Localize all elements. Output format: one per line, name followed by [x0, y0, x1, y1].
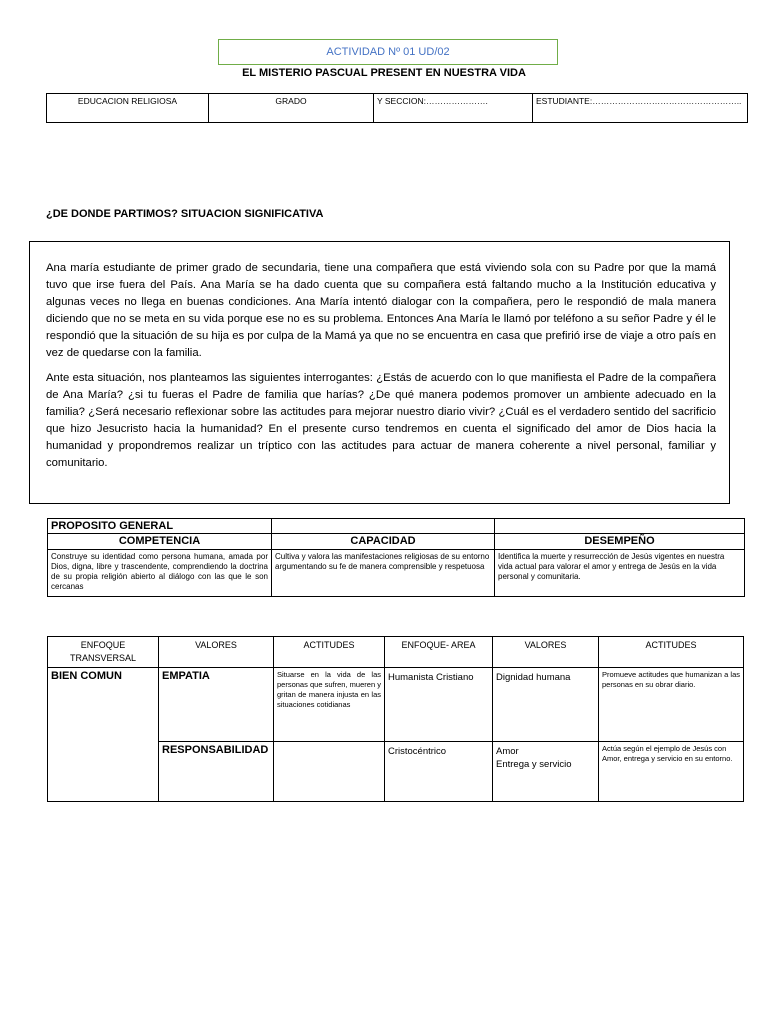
- info-table: [46, 93, 748, 123]
- empty-cell: [272, 519, 495, 534]
- situation-box: [29, 241, 730, 504]
- valor-cell: EMPATIA: [159, 668, 274, 742]
- valor-area-cell: [493, 742, 599, 802]
- competencia-header: COMPETENCIA: [48, 534, 272, 550]
- area-cell: EDUCACION RELIGIOSA: [47, 94, 209, 123]
- capacidad-text: Cultiva y valora las manifestaciones religiosas de su entorno argumentando su fe de manera comprensible y respetuosa: [272, 550, 495, 597]
- enfoque-transversal-header: ENFOQUE TRANSVERSAL: [48, 637, 159, 668]
- competencia-text: Construye su identidad como persona humana, amada por Dios, digna, libre y trascendente, comprendiendo la doctrina de su propia religión abierto al diálogo con las que le son cercanas: [48, 550, 272, 597]
- grado-cell: GRADO: [209, 94, 374, 123]
- table-row: [48, 668, 744, 742]
- actitud-cell: [274, 742, 385, 802]
- actitud-cell: Situarse en la vida de las personas que sufren, mueren y gritan de manera injusta en las situaciones cotidianas: [274, 668, 385, 742]
- enfoque-area-cell: Humanista Cristiano: [385, 668, 493, 742]
- estudiante-cell: ESTUDIANTE:……………………………………………..: [533, 94, 748, 123]
- situation-paragraph-1: Ana maría estudiante de primer grado de secundaria, tiene una compañera que está viviendo sola con su Padre por que la mamá tuvo que irse fuera del País. Ana María se ha dado cuenta que su compañera está faltando mucho a la Institución educativa y algunas veces no llega en buenas condiciones. Ana María intentó dialogar con la compañera, pero le respondió de mala manera diciendo que no se meta en su vida porque ese no es su problema. Entonces Ana María le llamó por teléfono a su señor Padre y él le respondió que la situación de su hija es por culpa de la Mamá ya que no se encuentra en casa que prefirió irse de viaje a otro país en vez de quedarse con la familia.: [46, 262, 716, 359]
- proposito-table: [47, 518, 745, 597]
- actitudes-header: ACTITUDES: [274, 637, 385, 668]
- valor-area-line-2: Entrega y servicio: [496, 759, 572, 770]
- valor-cell: RESPONSABILIDAD: [159, 742, 274, 802]
- info-row: [47, 94, 748, 123]
- enfoque-table: [47, 636, 744, 802]
- desempeno-text: Identifica la muerte y resurrección de Jesús vigentes en nuestra vida actual para valorar el amor y entrega de Jesús en la vida personal y comunitaria.: [495, 550, 745, 597]
- enfoque-transversal-cell: BIEN COMUN: [48, 668, 159, 802]
- section-heading: ¿DE DONDE PARTIMOS? SITUACION SIGNIFICATIVA: [46, 208, 324, 220]
- valor-area-line-1: Dignidad humana: [496, 672, 571, 683]
- capacidad-header: CAPACIDAD: [272, 534, 495, 550]
- empty-cell: [495, 519, 745, 534]
- actitud-area-cell: Promueve actitudes que humanizan a las personas en su obrar diario.: [599, 668, 744, 742]
- actitud-area-cell: Actúa según el ejemplo de Jesús con Amor, entrega y servicio en su entorno.: [599, 742, 744, 802]
- valor-area-line-1: Amor: [496, 746, 519, 757]
- actitudes-area-header: ACTITUDES: [599, 637, 744, 668]
- desempeno-header: DESEMPEÑO: [495, 534, 745, 550]
- situation-paragraph-2: Ante esta situación, nos planteamos las siguientes interrogantes: ¿Estás de acuerdo con lo que manifiesta el Padre de la compañera de Ana María? ¿si tu fueras el Padre de familia que harías? ¿De qué manera podemos promover un ambiente adecuado en la familia? ¿Será necesario reflexionar sobre las actitudes para mejorar nuestro diario vivir? ¿Cuál es el verdadero sentido del sacrificio que hizo Jesucristo hacia la humanidad? En el presente curso tendremos en cuenta el significado del amor de Dios hacia la humanidad y propondremos realizar un tríptico con las actitudes para actuar de manera coherente a nivel personal, familiar y comunitario.: [46, 372, 716, 469]
- valores-header: VALORES: [159, 637, 274, 668]
- activity-number: ACTIVIDAD Nº 01 UD/02: [326, 46, 450, 58]
- document-title: EL MISTERIO PASCUAL PRESENT EN NUESTRA VIDA: [242, 67, 526, 79]
- seccion-cell: Y SECCION:………………….: [374, 94, 533, 123]
- enfoque-area-header: ENFOQUE- AREA: [385, 637, 493, 668]
- enfoque-area-cell: Cristocéntrico: [385, 742, 493, 802]
- valor-area-cell: [493, 668, 599, 742]
- activity-number-box: [218, 39, 558, 65]
- valores-area-header: VALORES: [493, 637, 599, 668]
- proposito-title: PROPOSITO GENERAL: [48, 519, 272, 534]
